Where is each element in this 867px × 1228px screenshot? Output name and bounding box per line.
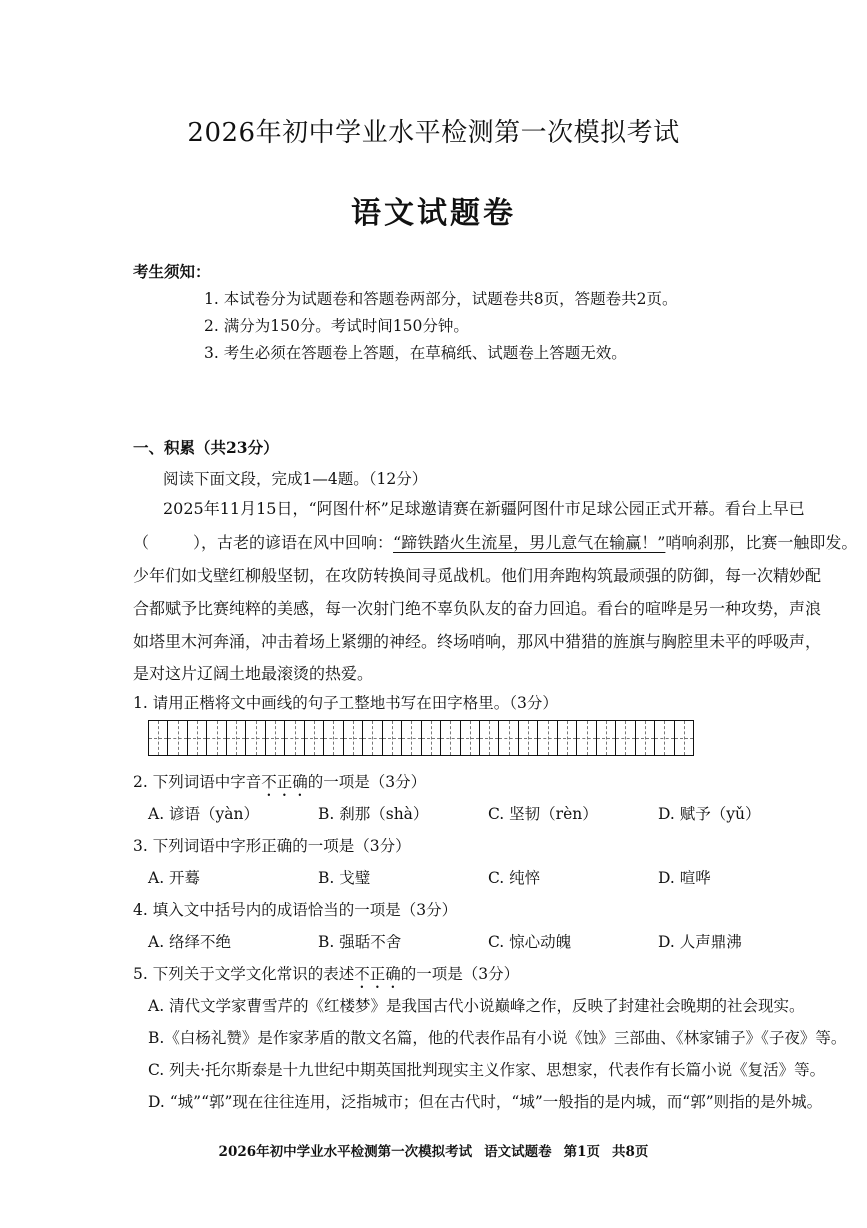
notice-item: 1. 本试卷分为试题卷和答题卷两部分，试题卷共8页，答题卷共2页。 [204, 290, 678, 308]
option-a[interactable]: A. 谚语（yàn） [148, 805, 260, 823]
blank-close: ），古老的谚语在风中回响： [193, 533, 394, 552]
grid-cell[interactable] [305, 721, 324, 755]
question-5: 5. 下列关于文学文化常识的表述不正确的一项是（3分） [133, 965, 520, 983]
option-c[interactable]: C. 列夫·托尔斯泰是十九世纪中期英国批判现实主义作家、思想家，代表作有长篇小说《复活》等。 [148, 1061, 826, 1079]
option-a[interactable]: A. 络绎不绝 [148, 933, 232, 951]
option-d[interactable]: D. 喧哗 [658, 869, 711, 887]
option-b[interactable]: B. 戈璧 [318, 869, 371, 887]
grid-cell[interactable] [636, 721, 655, 755]
option-b[interactable]: B. 刹那（shà） [318, 805, 429, 823]
notice-item: 3. 考生必须在答题卷上答题，在草稿纸、试题卷上答题无效。 [204, 344, 627, 362]
grid-cell[interactable] [383, 721, 402, 755]
exam-title: 2026年初中学业水平检测第一次模拟考试 [187, 118, 680, 148]
blank-open: （ [133, 533, 150, 552]
emphasis-not-correct: 不正确 [354, 965, 401, 983]
footer-paper: 语文试题卷 [484, 1144, 552, 1160]
grid-cell[interactable] [538, 721, 557, 755]
grid-cell[interactable] [675, 721, 693, 755]
footer-page: 第1页 [563, 1144, 601, 1160]
grid-cell[interactable] [655, 721, 674, 755]
passage-line: 是对这片辽阔土地最滚烫的热爱。 [133, 664, 374, 683]
grid-cell[interactable] [188, 721, 207, 755]
grid-cell[interactable] [558, 721, 577, 755]
page-footer [0, 1140, 867, 1160]
grid-cell[interactable] [597, 721, 616, 755]
grid-cell[interactable] [577, 721, 596, 755]
grid-cell[interactable] [499, 721, 518, 755]
option-d[interactable]: D. “城”“郭”现在往往连用，泛指城市；但在古代时，“城”一般指的是内城，而“郭”则指的是外城。 [148, 1093, 823, 1111]
option-b[interactable]: B. 强聒不舍 [318, 933, 402, 951]
grid-cell[interactable] [480, 721, 499, 755]
option-b[interactable]: B.《白杨礼赞》是作家茅盾的散文名篇，他的代表作品有小说《蚀》三部曲、《林家铺子》《子夜》等。 [148, 1029, 847, 1047]
option-c[interactable]: C. 纯悴 [488, 869, 541, 887]
emphasis-not-correct: 不正确 [261, 773, 308, 791]
grid-cell[interactable] [616, 721, 635, 755]
grid-cell[interactable] [363, 721, 382, 755]
question-4: 4. 填入文中括号内的成语恰当的一项是（3分） [133, 901, 458, 919]
paper-title: 语文试题卷 [351, 196, 516, 231]
option-d[interactable]: D. 赋予（yǔ） [658, 805, 761, 823]
footer-exam: 2026年初中学业水平检测第一次模拟考试 [218, 1144, 473, 1160]
section-heading: 一、积累（共23分） [133, 438, 279, 457]
option-a[interactable]: A. 清代文学家曹雪芹的《红楼梦》是我国古代小说巅峰之作，反映了封建社会晚期的社会现实。 [148, 997, 805, 1015]
question-1: 1. 请用正楷将文中画线的句子工整地书写在田字格里。（3分） [133, 694, 558, 712]
grid-cell[interactable] [402, 721, 421, 755]
grid-cell[interactable] [168, 721, 187, 755]
underlined-sentence: “蹄铁踏火生流星，男儿意气在输赢！” [393, 533, 666, 552]
passage-line: 如塔里木河奔涌，冲击着场上紧绷的神经。终场哨响，那风中猎猎的旌旗与胸腔里未平的呼吸声， [133, 632, 822, 651]
grid-cell[interactable] [461, 721, 480, 755]
notice-heading: 考生须知： [133, 262, 211, 281]
notice-item: 2. 满分为150分。考试时间150分钟。 [204, 317, 469, 335]
grid-cell[interactable] [266, 721, 285, 755]
grid-cell[interactable] [227, 721, 246, 755]
grid-cell[interactable] [441, 721, 460, 755]
option-a[interactable]: A. 开蓦 [148, 869, 201, 887]
grid-cell[interactable] [285, 721, 304, 755]
grid-cell[interactable] [519, 721, 538, 755]
grid-cell[interactable] [422, 721, 441, 755]
passage-text: 哨响刹那，比赛一触即发。 [665, 533, 858, 552]
option-d[interactable]: D. 人声鼎沸 [658, 933, 742, 951]
passage-line: 合都赋予比赛纯粹的美感，每一次射门绝不辜负队友的奋力回追。看台的喧哗是另一种攻势，声浪 [133, 599, 822, 618]
tianzige-grid[interactable] [148, 720, 694, 756]
passage-line: 少年们如戈壁红柳般坚韧，在攻防转换间寻觅战机。他们用奔跑构筑最顽强的防御，每一次精妙配 [133, 566, 822, 585]
passage-line [133, 530, 857, 553]
question-3: 3. 下列词语中字形正确的一项是（3分） [133, 837, 411, 855]
grid-cell[interactable] [246, 721, 265, 755]
footer-total: 共8页 [612, 1144, 649, 1160]
passage-line: 2025年11月15日，“阿图什杯”足球邀请赛在新疆阿图什市足球公园正式开幕。看台上早已 [163, 499, 805, 518]
option-c[interactable]: C. 坚韧（rèn） [488, 805, 598, 823]
grid-cell[interactable] [324, 721, 343, 755]
grid-cell[interactable] [149, 721, 168, 755]
grid-cell[interactable] [344, 721, 363, 755]
grid-cell[interactable] [207, 721, 226, 755]
option-c[interactable]: C. 惊心动魄 [488, 933, 572, 951]
question-2: 2. 下列词语中字音不正确的一项是（3分） [133, 773, 427, 791]
reading-intro: 阅读下面文段，完成1—4题。（12分） [163, 470, 428, 488]
